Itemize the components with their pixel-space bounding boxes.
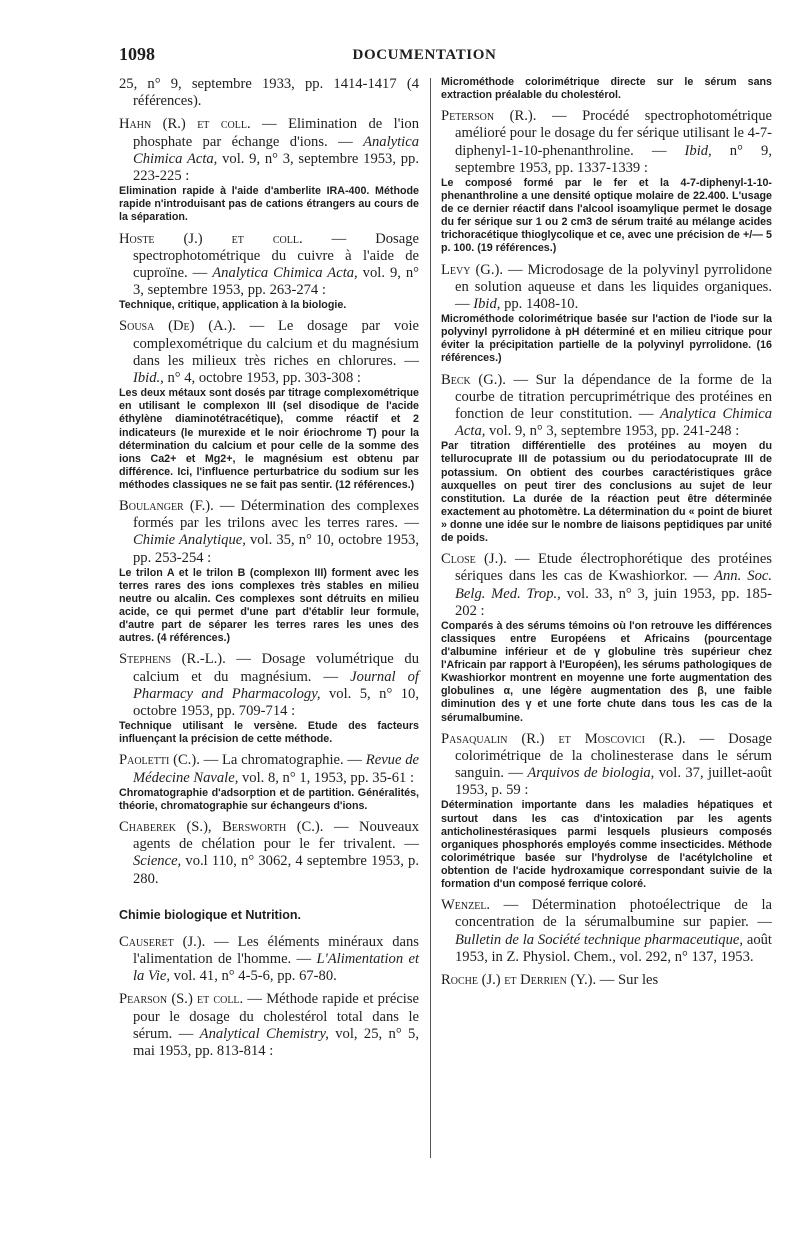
bibliography-entry (441, 897, 772, 966)
entry-title: — Elimination de l'ion phosphate par échange d'ions. — (133, 116, 419, 150)
bibliography-entry (441, 551, 772, 725)
bibliography-entry (441, 372, 772, 546)
bibliography-entry (441, 262, 772, 366)
entry-author: Beck (G.). (441, 371, 506, 388)
entry-author: Pasaqualin (R.) et Moscovici (R.). (441, 730, 686, 747)
entry-abstract: Comparés à des sérums témoins où l'on retrouve les différences classiques entre Européens et Africains (pourcentage d'albumine inférieur et de γ globuline très supérieur chez l'Africain par rapport à l'Européen), les sérums pathologiques de Kwashiorkor montrent en moyenne une forte augmentation des globulines α, une légère augmentation des β, une faible diminution des γ et une forte chute dans tous les cas de la sérumalbumine. (441, 619, 772, 724)
entry-author: Peterson (R.). (441, 108, 537, 125)
entry-title: — Les éléments minéraux dans l'alimentation de l'homme. — (133, 933, 419, 967)
entry-title: — Le dosage par voie complexométrique du calcium et du magnésium dans les milieux très riches en chlorures. — (133, 318, 419, 369)
entry-title: — Sur les (596, 971, 659, 988)
bibliography-entry (119, 231, 419, 313)
citation (119, 651, 419, 720)
entry-source: Revue de Médecine Navale, (133, 752, 419, 786)
bibliography-entry (119, 651, 419, 746)
citation (441, 262, 772, 314)
entry-author: Close (J.). (441, 551, 507, 568)
bibliography-entry (119, 991, 419, 1060)
entry-details: vo.l 110, n° 3062, 4 septembre 1953, p. 280. (133, 853, 419, 887)
entry-abstract: Par titration différentielle des protéines au moyen du tellurocuprate III de potassium ou du periodatocuprate III de potassium. On obtient des courbes caractéristiques grâce auxquelles on peut tirer des conclusions au sujet de leur constitution. La durée de la réaction peut être déterminée exactement au photomètre. La détermination du « point de biuret » donne une idée sur le nombre de liaisons peptidiques par unité de poids. (441, 440, 772, 545)
entry-abstract: Elimination rapide à l'aide d'amberlite IRA-400. Méthode rapide n'introduisant pas de cations étrangers au cours de la séparation. (119, 185, 419, 224)
citation (119, 76, 419, 110)
entry-details: vol. 33, n° 3, juin 1953, pp. 185-202 : (455, 585, 773, 619)
entry-title: — Dosage volumétrique du calcium et du magnésium. — (133, 651, 419, 685)
entry-details: vol. 41, n° 4-5-6, pp. 67-80. (170, 968, 337, 985)
citation (119, 498, 419, 567)
entry-source: L'Alimentation et la Vie, (133, 950, 420, 985)
entry-abstract: Technique utilisant le versène. Etude des facteurs influençant la précision de cette méthode. (119, 720, 419, 746)
bibliography-entry (119, 116, 419, 224)
entry-author: Paoletti (C.). (119, 752, 200, 769)
right-entries (441, 76, 772, 989)
entry-title: — Dosage spectrophotométrique du cuivre à l'aide de cuproïne. — (133, 230, 419, 281)
entry-author: Boulanger (F.). (119, 497, 214, 514)
entry-title: — Détermination des complexes formés par les trilons avec les terres rares. — (133, 497, 420, 532)
entry-author: Hoste (J.) et coll. (119, 230, 303, 247)
entry-title: — Méthode rapide et précise pour le dosage du cholestérol total dans le sérum. — (133, 991, 420, 1042)
entry-details: vol. 37, juillet-août 1953, p. 59 : (455, 765, 772, 799)
citation (119, 752, 419, 786)
citation (441, 372, 772, 441)
entry-abstract: Chromatographie d'adsorption et de partition. Généralités, théorie, chromatographie sur échangeurs d'ions. (119, 786, 419, 812)
entry-author: Roche (J.) et Derrien (Y.). (441, 971, 597, 988)
entry-title: — Nouveaux agents de chélation pour le fer trivalent. — (133, 818, 420, 853)
entry-title: — Etude électrophorétique des protéines sériques dans les cas de Kwashiorkor. — (455, 551, 772, 585)
citation (441, 897, 772, 966)
bibliography-entry (441, 76, 772, 102)
citation (119, 991, 419, 1060)
entry-details: n° 4, octobre 1953, pp. 303-308 : (163, 370, 361, 387)
section-heading: Chimie biologique et Nutrition. (119, 907, 301, 922)
right-column (441, 76, 772, 995)
citation (441, 972, 772, 989)
entry-details: vol. 8, n° 1, 1953, pp. 35-61 : (238, 769, 415, 786)
entry-details: vol. 9, n° 3, septembre 1953, pp. 263-274 : (133, 264, 419, 299)
page-number: 1098 (119, 44, 155, 64)
entry-author: Wenzel. (441, 897, 491, 914)
entry-title: — Microdosage de la polyvinyl pyrrolidone en solution aqueuse et dans les liquides organiques. — (455, 261, 773, 312)
entry-source: Science, (133, 853, 182, 870)
citation (119, 934, 419, 986)
entry-source: Analytical Chemistry, (199, 1025, 329, 1042)
entry-source: Ibid, (684, 142, 712, 159)
page-header (119, 44, 730, 72)
left-column (119, 76, 419, 1066)
entry-details: vol, 25, n° 5, mai 1953, pp. 813-814 : (133, 1025, 419, 1059)
bibliography-entry (441, 108, 772, 255)
citation (441, 108, 772, 177)
entry-details: vol. 9, n° 3, septembre 1953, pp. 223-225 : (133, 150, 419, 185)
citation (441, 731, 772, 800)
left-entries-section (119, 934, 419, 1060)
entry-title: — Dosage colorimétrique de la cholinesterase dans le sérum sanguin. — (455, 730, 772, 782)
entry-source: Analytica Chimica Acta, (133, 133, 419, 167)
entry-source: Bulletin de la Société technique pharmaceutique, (455, 931, 743, 948)
entry-details: n° 9, septembre 1953, pp. 1337-1339 : (455, 142, 772, 176)
entry-source: Journal of Pharmacy and Pharmacology, (133, 668, 419, 702)
left-entries (119, 76, 419, 888)
entry-abstract: Détermination importante dans les maladies hépatiques et surtout dans les cas d'intoxication par les agents anticholinestérasiques parmi lesquels plusieurs composés organiques phosphorés employés comme insecticides. Méthode colorimétrique basée sur l'hydrolyse de l'acétylcholine et obtention de l'acide hydroxamique correspondant suivie de la formation d'un composé ferrique coloré. (441, 799, 772, 891)
citation (119, 318, 419, 387)
entry-source: Ann. Soc. Belg. Med. Trop., (455, 568, 772, 602)
entry-source: Analytica Chimica Acta, (455, 405, 772, 440)
entry-details: août 1953, in Z. Physiol. Chem., vol. 292, n° 137, 1953. (455, 931, 772, 965)
entry-title: — Procédé spectrophotométrique amélioré pour le dosage du fer sérique utilisant le 4-7-diphenyl-1-10-phenanthroline. — (455, 108, 772, 159)
entry-author: Hahn (R.) et coll. (119, 116, 251, 133)
bibliography-entry (119, 752, 419, 813)
entry-abstract: Les deux métaux sont dosés par titrage complexométrique en utilisant le complexon III (sel disodique de l'acide éthylène diaminotétracétique), comme réactif et 2 indicateurs (le murexide et le noir ériochrome T) pour la détermination du calcium et pour celle de la somme des ions Ca2+ et Mg2+, le magnésium est obtenu par différence. Ici, l'influence perturbatrice du sodium sur les méthodes classiques ne se fait pas sentir. (12 références.) (119, 387, 419, 491)
entry-abstract: Microméthode colorimétrique directe sur le sérum sans extraction préalable du cholestérol. (441, 76, 772, 102)
entry-source: Arquivos de biologia, (527, 765, 655, 782)
bibliography-entry (119, 819, 419, 888)
entry-title: — Sur la dépendance de la forme de la courbe de titration percuprimétrique des protéines en fonction de leur constitution. — (455, 371, 772, 422)
entry-details: vol. 5, n° 10, octobre 1953, pp. 709-714 : (133, 685, 419, 719)
citation (119, 819, 419, 888)
entry-abstract: Le trilon A et le trilon B (complexon III) forment avec les terres rares des ions complexes très stables en milieu neutre ou alcalin. Ces complexes sont détruits en milieu acide, ce qui permet d'une part d'établir leur formule, d'autre part de séparer les terres rares les unes des autres. (4 références.) (119, 566, 419, 645)
bibliography-entry (119, 934, 419, 986)
entry-title: 25, n° 9, septembre 1933, pp. 1414-1417 (4 références). (119, 76, 419, 110)
entry-source: Ibid., (133, 370, 164, 387)
entry-details: pp. 1408-10. (500, 295, 579, 312)
bibliography-entry (119, 76, 419, 110)
bibliography-entry (441, 972, 772, 989)
entry-author: Pearson (S.) et coll. (119, 991, 244, 1008)
bibliography-entry (119, 498, 419, 645)
entry-title: — La chromatographie. — (199, 752, 366, 769)
bibliography-entry (119, 318, 419, 492)
entry-details: vol. 35, n° 10, octobre 1953, pp. 253-254 : (133, 532, 419, 566)
entry-author: Stephens (R.-L.). (119, 651, 226, 668)
entry-author: Chaberek (S.), Bersworth (C.). (119, 818, 324, 835)
entry-author: Levy (G.). (441, 261, 504, 278)
citation (119, 231, 419, 300)
entry-title: — Détermination photoélectrique de la concentration de la sérumalbumine sur papier. — (455, 897, 772, 931)
entry-abstract: Microméthode colorimétrique basée sur l'action de l'iode sur la polyvinyl pyrrolidone à pH déterminé et en milieu citrique pour éviter la précipitation partielle de la polyvinyl pyrrolidone. (16 références.) (441, 313, 772, 365)
entry-author: Sousa (De) (A.). (119, 318, 236, 335)
entry-details: vol. 9, n° 3, septembre 1953, pp. 241-248 : (485, 423, 740, 440)
entry-author: Causeret (J.). (119, 933, 206, 950)
entry-source: Chimie Analytique, (133, 532, 246, 549)
entry-source: Ibid, (473, 295, 501, 312)
entry-source: Analytica Chimica Acta, (212, 264, 358, 281)
column-divider (430, 78, 431, 1158)
citation (119, 116, 419, 185)
entry-abstract: Technique, critique, application à la biologie. (119, 299, 347, 312)
entry-abstract: Le composé formé par le fer et la 4-7-diphenyl-1-10-phenanthroline a une densité optique molaire de 22.400. L'usage de ce dernier réactif dans l'alcool isoamylique permet le dosage du fer sérique sur 1 ou 2 cm3 de sérum traité au mélange acides trichoracétique thioglycolique et ce, avec une précision de +/— 5 p. 100. (19 références.) (441, 177, 772, 255)
citation (441, 551, 772, 620)
running-title: DOCUMENTATION (352, 47, 497, 63)
bibliography-entry (441, 731, 772, 891)
